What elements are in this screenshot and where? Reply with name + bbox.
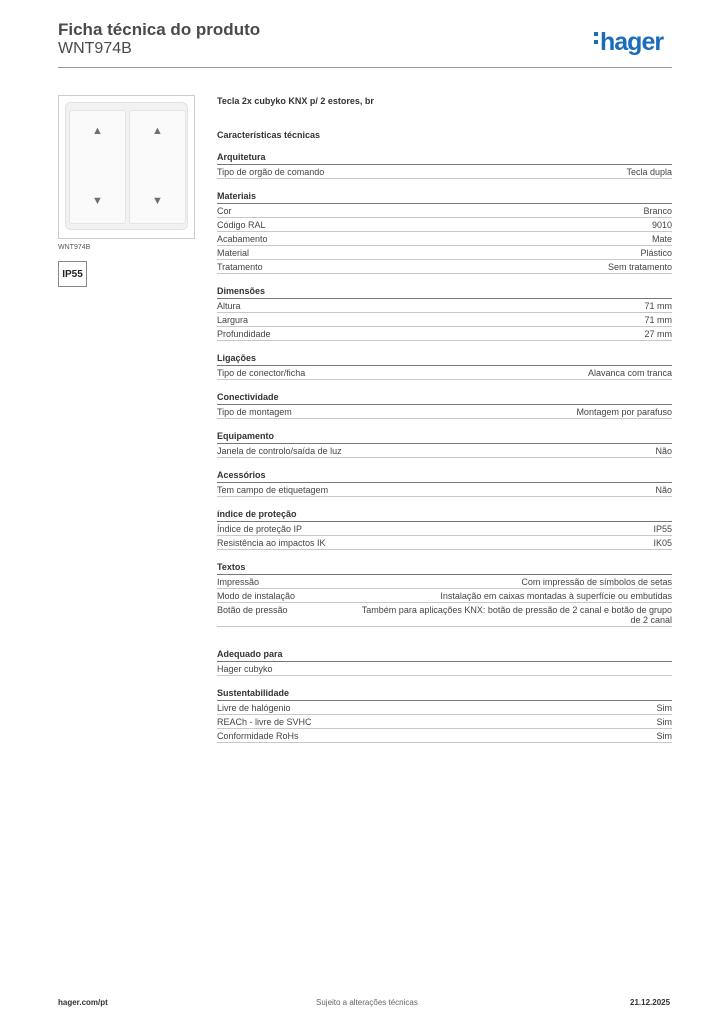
spec-row	[217, 165, 672, 179]
section-title: Ligações	[217, 353, 672, 366]
section-title: Dimensões	[217, 286, 672, 299]
spec-label: Modo de instalação	[217, 591, 296, 601]
spec-sections	[217, 152, 672, 743]
spec-row	[217, 366, 672, 380]
section-title: Equipamento	[217, 431, 672, 444]
section-title: Textos	[217, 562, 672, 575]
logo-text: hager	[600, 28, 664, 56]
spec-section	[217, 431, 672, 458]
spec-section	[217, 392, 672, 419]
left-rocker	[69, 110, 126, 224]
spec-row	[217, 246, 672, 260]
spec-row	[217, 218, 672, 232]
spec-label: Hager cubyko	[217, 664, 273, 674]
spec-label: Tratamento	[217, 262, 263, 272]
section-title: índice de proteção	[217, 509, 672, 522]
spec-section	[217, 353, 672, 380]
spec-value: IP55	[653, 524, 672, 534]
spec-value: IK05	[653, 538, 672, 548]
spec-label: Índice de proteção IP	[217, 524, 303, 534]
spec-row	[217, 729, 672, 743]
spec-value: Também para aplicações KNX: botão de pressão de 2 canal e botão de grupo de 2 canal	[361, 605, 672, 625]
spec-label: Tem campo de etiquetagem	[217, 485, 329, 495]
spec-label: Cor	[217, 206, 232, 216]
spec-row	[217, 575, 672, 589]
right-rocker	[129, 110, 186, 224]
spec-section	[217, 562, 672, 627]
spec-label: Largura	[217, 315, 249, 325]
spec-section	[217, 509, 672, 550]
page-title: Ficha técnica do produto	[58, 20, 261, 39]
spec-label: Tipo de orgão de comando	[217, 167, 325, 177]
spec-section	[217, 152, 672, 179]
spec-value: Sim	[656, 717, 672, 727]
spec-label: Conformidade RoHs	[217, 731, 299, 741]
footer-date: 21.12.2025	[630, 998, 671, 1007]
footer-notice: Sujeito a alterações técnicas	[316, 998, 418, 1007]
spec-value: 9010	[651, 220, 672, 230]
spec-value: 27 mm	[644, 329, 672, 339]
spec-section	[217, 470, 672, 497]
spec-value: 71 mm	[644, 301, 672, 311]
spec-row	[217, 483, 672, 497]
spec-row	[217, 589, 672, 603]
spec-row	[217, 204, 672, 218]
spec-value: Montagem por parafuso	[576, 407, 672, 417]
spec-label: Profundidade	[217, 329, 271, 339]
spec-section	[217, 649, 672, 676]
spec-value: Instalação em caixas montadas à superfície ou embutidas	[440, 591, 672, 601]
spec-value: Com impressão de símbolos de setas	[521, 577, 672, 587]
spec-row	[217, 715, 672, 729]
spec-label: Tipo de conector/ficha	[217, 368, 306, 378]
spec-label: Livre de halógenio	[217, 703, 291, 713]
spec-row	[217, 327, 672, 341]
spec-label: Código RAL	[217, 220, 266, 230]
product-name: Tecla 2x cubyko KNX p/ 2 estores, br	[217, 96, 374, 106]
arrow-down-icon: ▼	[152, 195, 163, 207]
spec-value: Plástico	[640, 248, 672, 258]
section-title: Sustentabilidade	[217, 688, 672, 701]
specs-heading: Características técnicas	[217, 130, 321, 140]
ip-rating-badge: IP55	[58, 261, 87, 287]
spec-label: Material	[217, 248, 250, 258]
spec-row	[217, 444, 672, 458]
spec-section	[217, 286, 672, 341]
spec-value: 71 mm	[644, 315, 672, 325]
spec-row	[217, 701, 672, 715]
section-title: Adequado para	[217, 649, 672, 662]
spec-row	[217, 232, 672, 246]
spec-value: Sim	[656, 703, 672, 713]
arrow-up-icon: ▲	[152, 125, 163, 137]
hager-logo	[594, 28, 663, 57]
spec-label: Impressão	[217, 577, 260, 587]
spec-row	[217, 603, 672, 627]
spec-content	[217, 96, 672, 755]
spec-row	[217, 313, 672, 327]
spec-value: Sem tratamento	[607, 262, 672, 272]
arrow-up-icon: ▲	[92, 125, 103, 137]
section-spacer	[217, 639, 672, 649]
spec-value: Não	[655, 446, 672, 456]
header-divider	[58, 67, 672, 68]
footer-website: hager.com/pt	[58, 998, 108, 1007]
spec-value: Branco	[643, 206, 672, 216]
product-image	[58, 95, 195, 239]
spec-row	[217, 522, 672, 536]
product-code: WNT974B	[58, 40, 132, 57]
arrow-down-icon: ▼	[92, 195, 103, 207]
spec-row	[217, 405, 672, 419]
spec-value: Sim	[656, 731, 672, 741]
spec-label: Altura	[217, 301, 241, 311]
spec-row	[217, 662, 672, 676]
section-title: Conectividade	[217, 392, 672, 405]
switch-plate	[65, 102, 188, 230]
spec-row	[217, 536, 672, 550]
spec-section	[217, 688, 672, 743]
spec-value: Tecla dupla	[626, 167, 672, 177]
spec-label: Tipo de montagem	[217, 407, 292, 417]
spec-label: Botão de pressão	[217, 605, 288, 615]
spec-row	[217, 260, 672, 274]
spec-section	[217, 191, 672, 274]
spec-value: Mate	[651, 234, 672, 244]
spec-row	[217, 299, 672, 313]
spec-value: Alavanca com tranca	[587, 368, 672, 378]
section-title: Arquitetura	[217, 152, 672, 165]
spec-label: Resistência ao impactos IK	[217, 538, 326, 548]
logo-colon-icon	[594, 28, 600, 48]
image-caption: WNT974B	[58, 244, 91, 251]
spec-label: REACh - livre de SVHC	[217, 717, 312, 727]
spec-label: Acabamento	[217, 234, 268, 244]
spec-value: Não	[655, 485, 672, 495]
spec-label: Janela de controlo/saída de luz	[217, 446, 342, 456]
section-title: Acessórios	[217, 470, 672, 483]
section-title: Materiais	[217, 191, 672, 204]
